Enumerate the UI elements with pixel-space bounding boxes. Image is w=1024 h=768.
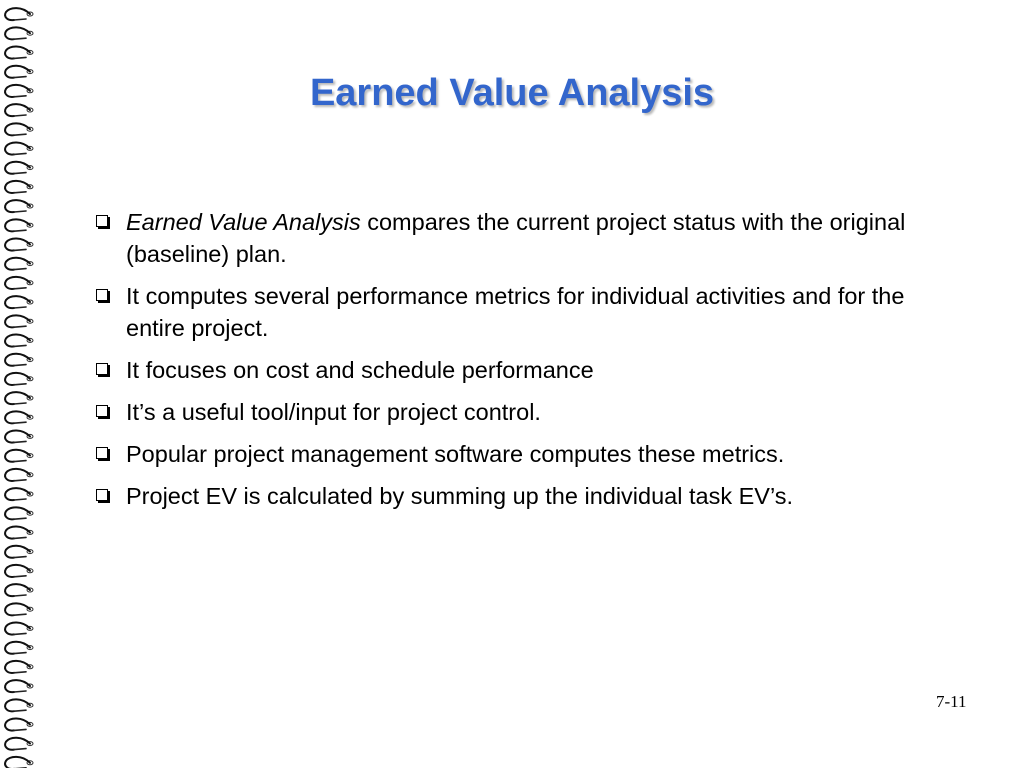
- checkbox-square-icon: [96, 447, 108, 459]
- bullet-item: [94, 206, 954, 270]
- spiral-ring: [5, 699, 33, 711]
- spiral-ring: [5, 219, 33, 231]
- checkbox-square-icon: [96, 363, 108, 375]
- spiral-ring: [5, 162, 33, 174]
- checkbox-square-icon: [96, 289, 108, 301]
- spiral-ring: [5, 565, 33, 577]
- bullet-italic-text: Earned Value Analysis: [126, 209, 361, 235]
- spiral-ring: [5, 239, 33, 251]
- page-number: 7-11: [936, 692, 967, 711]
- spiral-ring: [5, 642, 33, 654]
- slide-title: Earned Value Analysis: [309, 72, 715, 114]
- bullet-text: Project EV is calculated by summing up the individual task EV’s.: [126, 483, 794, 509]
- spiral-ring: [5, 623, 33, 635]
- checkbox-square-icon: [96, 405, 108, 417]
- spiral-ring: [5, 431, 33, 443]
- bullet-item: [94, 354, 954, 386]
- spiral-ring: [5, 47, 33, 59]
- spiral-ring: [5, 277, 33, 289]
- spiral-ring: [5, 450, 33, 462]
- bullet-text: compares the current project status with the original (baseline) plan.: [126, 209, 906, 267]
- spiral-ring: [5, 469, 33, 481]
- bullet-item: [94, 480, 954, 512]
- notebook-spiral-binding-icon: [0, 0, 48, 768]
- spiral-ring: [5, 527, 33, 539]
- spiral-ring: [5, 373, 33, 385]
- spiral-ring: [5, 603, 33, 615]
- spiral-ring: [5, 719, 33, 731]
- spiral-ring: [5, 680, 33, 692]
- spiral-ring: [5, 181, 33, 193]
- spiral-ring: [5, 488, 33, 500]
- checkbox-square-icon: [96, 489, 108, 501]
- spiral-ring: [5, 738, 33, 750]
- spiral-ring: [5, 584, 33, 596]
- spiral-ring: [5, 123, 33, 135]
- spiral-ring: [5, 143, 33, 155]
- bullet-text: It focuses on cost and schedule performance: [126, 357, 594, 383]
- bullet-list: [94, 206, 954, 522]
- spiral-ring: [5, 335, 33, 347]
- checkbox-square-icon: [96, 215, 108, 227]
- spiral-ring: [5, 507, 33, 519]
- spiral-ring: [5, 546, 33, 558]
- spiral-ring: [5, 8, 33, 20]
- spiral-ring: [5, 258, 33, 270]
- spiral-ring: [5, 411, 33, 423]
- bullet-item: [94, 280, 954, 344]
- spiral-ring: [5, 296, 33, 308]
- spiral-ring: [5, 27, 33, 39]
- spiral-ring: [5, 661, 33, 673]
- spiral-ring: [5, 757, 33, 768]
- spiral-ring: [5, 315, 33, 327]
- spiral-ring: [5, 392, 33, 404]
- bullet-item: [94, 438, 954, 470]
- bullet-text: It computes several performance metrics for individual activities and for the entire project.: [126, 283, 905, 341]
- bullet-text: Popular project management software computes these metrics.: [126, 441, 785, 467]
- bullet-item: [94, 396, 954, 428]
- spiral-ring: [5, 200, 33, 212]
- bullet-text: It’s a useful tool/input for project control.: [126, 399, 541, 425]
- spiral-ring: [5, 354, 33, 366]
